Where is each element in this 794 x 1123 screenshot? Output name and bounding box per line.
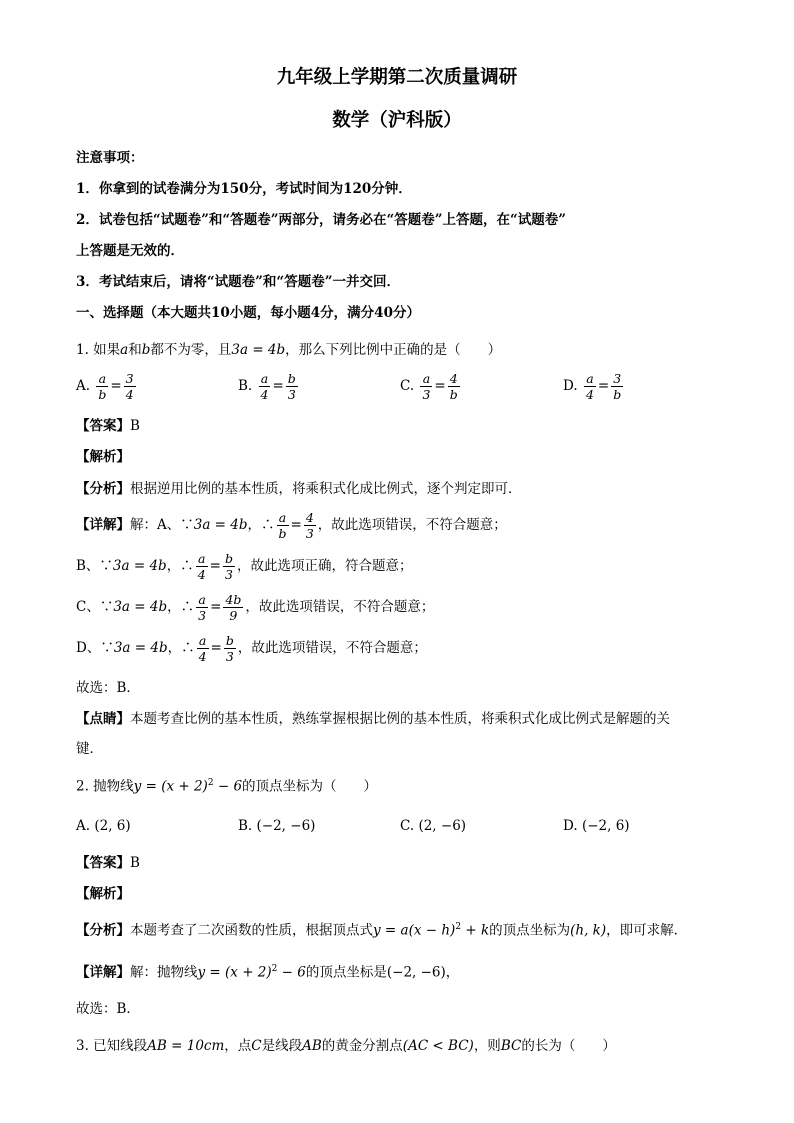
- question-1-stem: 1. 如果a和b都不为零，且3a = 4b，那么下列比例中正确的是（ ）: [76, 342, 502, 358]
- q1-dianjing-cont: 键．: [76, 741, 103, 757]
- q2-option-b: B. (−2, −6): [238, 818, 316, 834]
- notice-item-2: 2．试卷包括“试题卷”和“答题卷”两部分，请务必在“答题卷”上答题，在“试题卷”: [76, 212, 567, 228]
- q1-analysis-label: 【解析】: [76, 449, 130, 465]
- q1-detail-d: D、∵3a = 4b，∴ $\frac{a}{4}$ = $\frac{b}{3}$ ，故此选项错误，不符合题意；: [76, 633, 427, 664]
- q1-option-d: D. $\frac{a}{4}$ = $\frac{3}{b}$: [563, 371, 622, 402]
- q1-detail-b: B、∵3a = 4b，∴ $\frac{a}{4}$ = $\frac{b}{3}$ ，故此选项正确，符合题意；: [76, 551, 413, 582]
- q1-fenxi: 【分析】根据逆用比例的基本性质，将乘积式化成比例式，逐个判定即可．: [76, 481, 522, 497]
- section-heading: 一、选择题（本大题共10小题，每小题4分，满分40分）: [76, 305, 420, 321]
- q2-choose: 故选：B．: [76, 1001, 140, 1017]
- q1-detail-a: 【详解】解：A、∵3a = 4b，∴ $\frac{a}{b}$ = $\frac{4}{3}$ ，故此选项错误，不符合题意；: [76, 510, 507, 541]
- notice-heading: 注意事项：: [76, 150, 144, 166]
- notice-item-3: 3．考试结束后，请将“试题卷”和“答题卷”一并交回．: [76, 274, 400, 290]
- question-2-stem: 2. 抛物线$y = (x + 2)^2 - 6$的顶点坐标为（ ）: [76, 778, 378, 795]
- q1-detail-c: C、∵3a = 4b，∴ $\frac{a}{3}$ = $\frac{4b}{9}$ ，故此选项错误，不符合题意；: [76, 592, 435, 623]
- q1-option-b: B. $\frac{a}{4}$ = $\frac{b}{3}$: [238, 371, 296, 402]
- q1-option-a: A. $\frac{a}{b}$ = $\frac{3}{4}$: [76, 371, 134, 402]
- q2-option-a: A. (2, 6): [76, 818, 131, 834]
- q1-choose: 故选：B．: [76, 680, 140, 696]
- q1-option-c: C. $\frac{a}{3}$ = $\frac{4}{b}$: [400, 371, 458, 402]
- q2-analysis-label: 【解析】: [76, 886, 130, 902]
- q1-dianjing: 【点睛】本题考查比例的基本性质，熟练掌握根据比例的基本性质，将乘积式化成比例式是解题的关: [76, 711, 670, 727]
- q2-option-c: C. (2, −6): [400, 818, 467, 834]
- question-3-stem: 3. 已知线段AB = 10cm，点C是线段AB的黄金分割点(AC < BC)，则BC的长为（ ）: [76, 1038, 616, 1054]
- q2-detail: 【详解】解：抛物线$y = (x + 2)^2 - 6$的顶点坐标是(−2, −6)，: [76, 964, 460, 981]
- q2-fenxi: 【分析】本题考查了二次函数的性质，根据顶点式$y = a(x - h)^2 + k$的顶点坐标为(h, k)，即可求解．: [76, 922, 688, 939]
- notice-item-2-cont: 上答题是无效的．: [76, 243, 184, 259]
- q1-answer: 【答案】B: [76, 418, 140, 434]
- notice-item-1: 1．你拿到的试卷满分为150分，考试时间为120分钟．: [76, 181, 412, 197]
- q2-option-d: D. (−2, 6): [563, 818, 630, 834]
- page-subtitle: 数学（沪科版）: [332, 110, 462, 131]
- page-title: 九年级上学期第二次质量调研: [276, 67, 518, 88]
- q2-answer: 【答案】B: [76, 855, 140, 871]
